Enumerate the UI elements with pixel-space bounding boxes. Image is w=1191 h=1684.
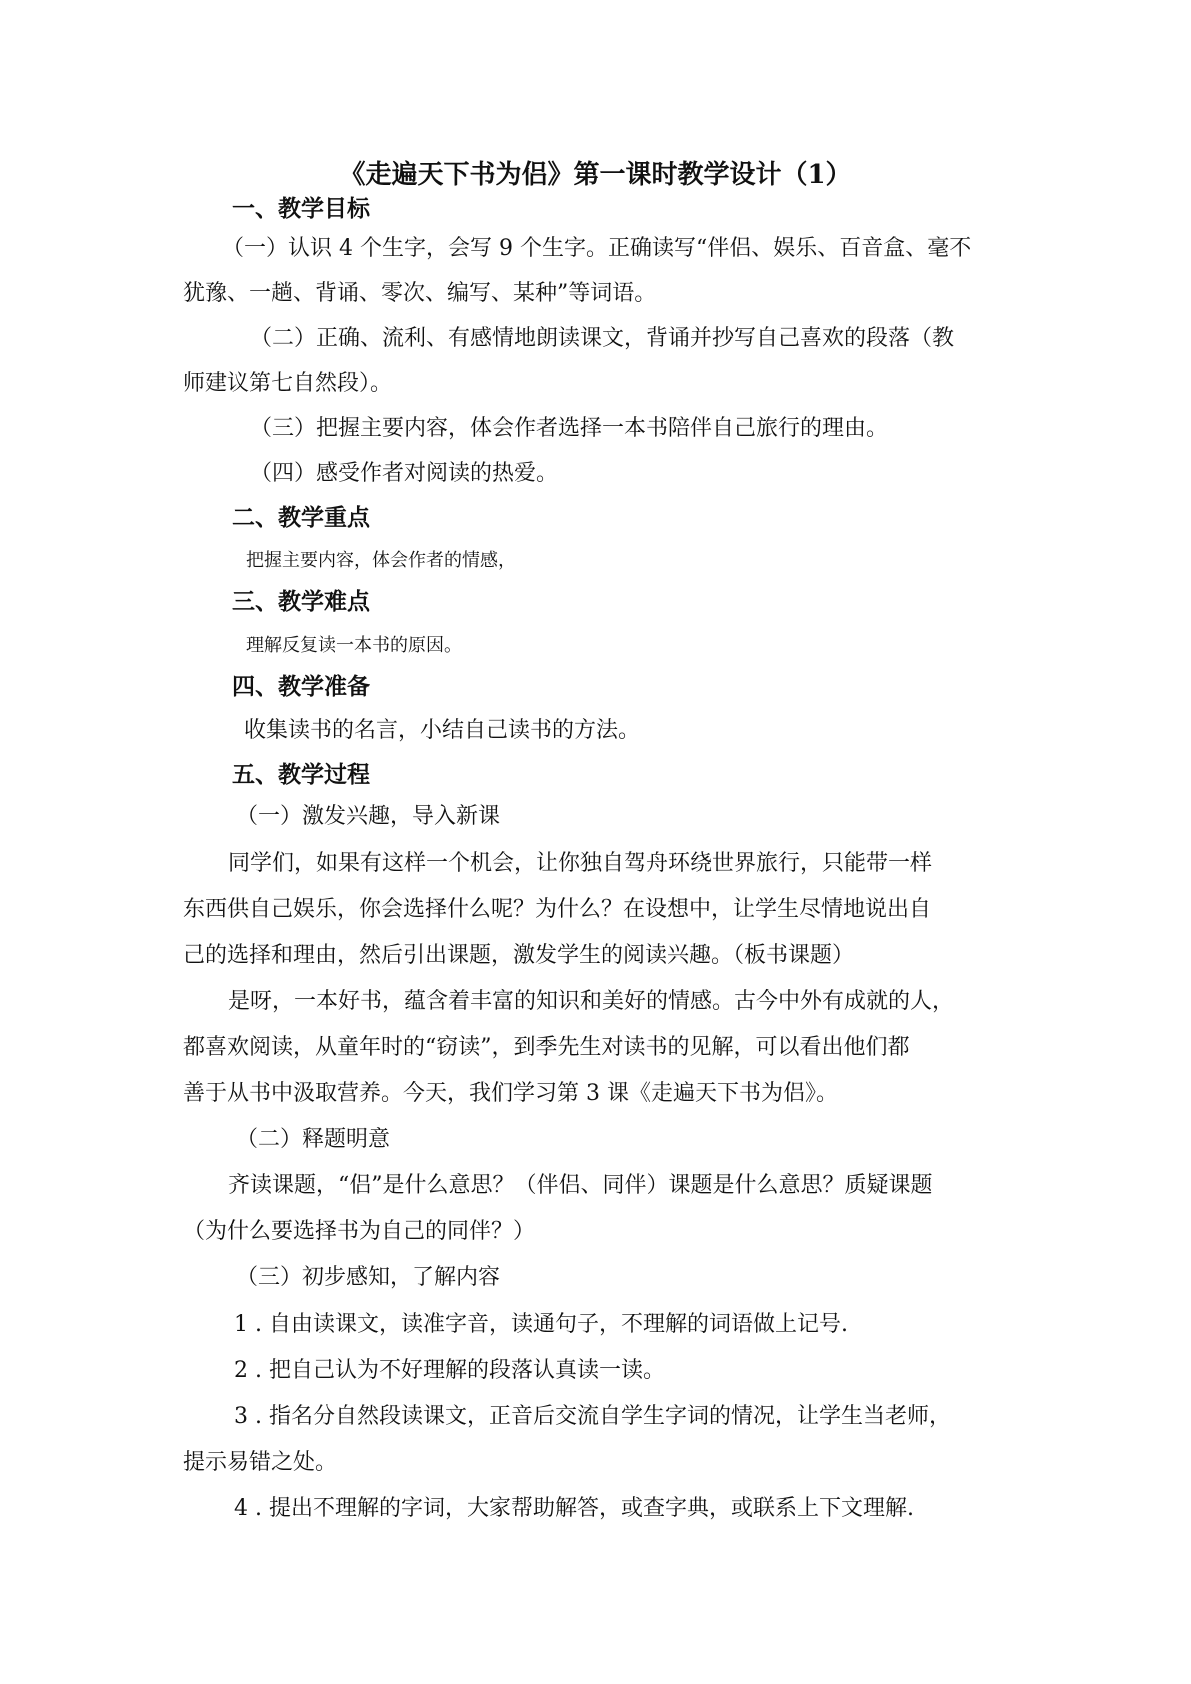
process-part-2-heading: （二）释题明意 xyxy=(236,1127,391,1152)
goal-3: （三）把握主要内容，体会作者选择一本书陪伴自己旅行的理由。 xyxy=(250,416,889,441)
process-step-4: 4 . 提出不理解的字词，大家帮助解答，或查字典，或联系上下文理解. xyxy=(234,1496,914,1521)
process-paragraph-1-line-1: 同学们，如果有这样一个机会，让你独自驾舟环绕世界旅行，只能带一样 xyxy=(228,851,933,876)
process-step-1: 1 . 自由读课文，读准字音，读通句子，不理解的词语做上记号. xyxy=(234,1312,848,1337)
process-part-3-heading: （三）初步感知，了解内容 xyxy=(236,1265,501,1290)
process-paragraph-3-line-1: 齐读课题，“侣”是什么意思？（伴侣、同伴）课题是什么意思？质疑课题 xyxy=(228,1173,933,1198)
document-title: 《走遍天下书为侣》第一课时教学设计（1） xyxy=(339,160,852,190)
teaching-preparation-text: 收集读书的名言，小结自己读书的方法。 xyxy=(244,718,641,743)
heading-teaching-focus: 二、教学重点 xyxy=(232,504,370,531)
process-paragraph-1-line-2: 东西供自己娱乐，你会选择什么呢？为什么？在设想中，让学生尽情地说出自 xyxy=(183,897,932,922)
teaching-difficulty-text: 理解反复读一本书的原因。 xyxy=(246,635,462,656)
teaching-focus-text: 把握主要内容，体会作者的情感， xyxy=(246,550,516,571)
heading-teaching-difficulty: 三、教学难点 xyxy=(232,588,370,615)
process-paragraph-2-line-1: 是呀，一本好书，蕴含着丰富的知识和美好的情感。古今中外有成就的人， xyxy=(228,989,955,1014)
goal-1-line-1: （一）认识 4 个生字，会写 9 个生字。正确读写“伴侣、娱乐、百音盒、毫不 xyxy=(222,236,972,261)
process-paragraph-3-line-2: （为什么要选择书为自己的同伴？） xyxy=(183,1219,536,1244)
heading-teaching-goals: 一、教学目标 xyxy=(232,195,370,222)
process-step-3-line-2: 提示易错之处。 xyxy=(183,1450,338,1475)
process-part-1-heading: （一）激发兴趣，导入新课 xyxy=(236,804,501,829)
goal-4: （四）感受作者对阅读的热爱。 xyxy=(250,461,559,486)
process-step-3-line-1: 3 . 指名分自然段读课文，正音后交流自学生字词的情况，让学生当老师， xyxy=(234,1404,951,1429)
heading-teaching-process: 五、教学过程 xyxy=(232,761,370,788)
goal-1-line-2: 犹豫、一趟、背诵、零次、编写、某种”等词语。 xyxy=(183,281,657,306)
process-paragraph-2-line-3: 善于从书中汲取营养。今天，我们学习第 3 课《走遍天下书为侣》。 xyxy=(183,1081,838,1106)
heading-teaching-preparation: 四、教学准备 xyxy=(232,673,370,700)
process-paragraph-2-line-2: 都喜欢阅读，从童年时的“窃读”，到季先生对读书的见解，可以看出他们都 xyxy=(183,1035,910,1060)
goal-2-line-2: 师建议第七自然段）。 xyxy=(183,371,393,396)
process-step-2: 2 . 把自己认为不好理解的段落认真读一读。 xyxy=(234,1358,665,1383)
goal-2-line-1: （二）正确、流利、有感情地朗读课文，背诵并抄写自己喜欢的段落（教 xyxy=(250,326,955,351)
process-paragraph-1-line-3: 己的选择和理由，然后引出课题，激发学生的阅读兴趣。（板书课题） xyxy=(183,943,855,968)
